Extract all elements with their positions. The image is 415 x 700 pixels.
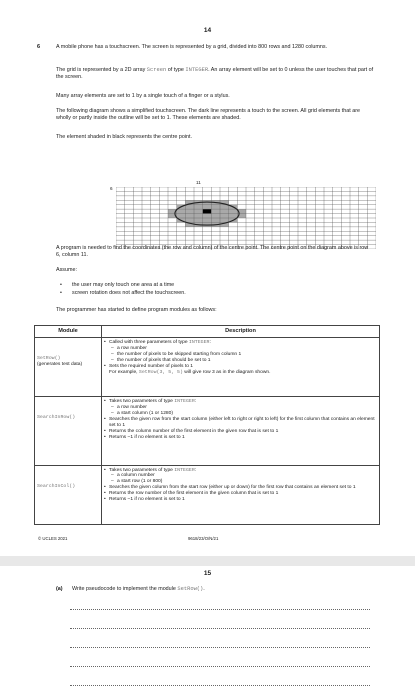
- shaded-cell: [194, 209, 203, 213]
- dash-icon: –: [111, 357, 114, 363]
- bullet-icon: •: [104, 497, 106, 503]
- part-label: (a): [56, 586, 63, 592]
- module-table: [34, 325, 380, 525]
- dash-icon: –: [111, 411, 114, 417]
- table-row: [35, 465, 380, 524]
- assumption-1: the user may only touch one area at a time: [72, 282, 175, 288]
- description-cell: [102, 397, 380, 465]
- touchscreen-diagram: [116, 187, 376, 254]
- shaded-cell: [229, 214, 238, 218]
- program-requirement: A program is needed to find the coordinates (the row and column) of the centre point. The centre point on the diagram above is row 6, column 11.: [56, 245, 369, 258]
- module-note: (generates test data): [37, 361, 83, 367]
- page-separator: [0, 556, 415, 566]
- answer-line[interactable]: [70, 609, 370, 610]
- bullet-icon: •: [104, 399, 106, 405]
- module-cell: [35, 338, 102, 397]
- description-cell: [102, 465, 380, 524]
- answer-line[interactable]: [70, 666, 370, 667]
- shaded-cell: [220, 209, 229, 213]
- shaded-cell: [203, 218, 212, 222]
- diagram-description: The following diagram shows a simplified touchscreen. The dark line represents a touch to the screen. All grid elements that are wholly or partly inside the outline will be set to 1. These elements are shaded.: [56, 108, 361, 121]
- part-question: Write pseudocode to implement the module SetRow().: [72, 586, 205, 592]
- description-line: • Called with three parameters of type INTEGER:: [104, 340, 211, 345]
- array-description: The grid is represented by a 2D array Screen of type INTEGER. An array element will be set to 0 unless the user touches that part of the screen.: [56, 67, 374, 80]
- table-row: [35, 338, 380, 397]
- code-screen: Screen: [146, 67, 167, 73]
- bullet-icon: •: [104, 485, 106, 491]
- shaded-cell: [194, 205, 203, 209]
- module-cell: [35, 397, 102, 465]
- shaded-cell: [203, 214, 212, 218]
- touchscreen-grid: [116, 187, 376, 249]
- dash-icon: –: [111, 345, 114, 351]
- answer-line[interactable]: [70, 647, 370, 648]
- bullet-icon: •: [60, 290, 62, 296]
- description-line: – the number of pixels to be skipped starting from column 1: [111, 351, 242, 357]
- module-cell: [35, 465, 102, 524]
- modules-intro: The programmer has started to define program modules as follows:: [56, 307, 217, 313]
- shaded-cell: [211, 218, 220, 222]
- diagram-column-label: 11: [196, 180, 201, 185]
- shaded-cell: [185, 209, 194, 213]
- bullet-icon: •: [104, 467, 106, 473]
- shaded-cell: [220, 214, 229, 218]
- description-line: • Returns the column number of the first element in the given row that is set to 1: [104, 428, 279, 434]
- dash-icon: –: [111, 473, 114, 479]
- dash-icon: –: [111, 351, 114, 357]
- answer-line[interactable]: [70, 685, 370, 686]
- answer-line[interactable]: [70, 628, 370, 629]
- shaded-cell: [185, 218, 194, 222]
- shaded-cell: [177, 214, 186, 218]
- shaded-cell: [203, 205, 212, 209]
- inline-code: INTEGER: [188, 340, 210, 345]
- centre-cell: [203, 209, 212, 213]
- touch-description: Many array elements are set to 1 by a single touch of a finger or a stylus.: [56, 93, 230, 99]
- table-header-row: [35, 326, 380, 338]
- shaded-cell: [211, 214, 220, 218]
- shaded-cell: [177, 209, 186, 213]
- description-line: • Searches the given row from the start column (either left to right or right to left) for the first column that contains an element set to 1: [104, 417, 375, 429]
- code-integer: INTEGER: [185, 67, 209, 73]
- description-cell: [102, 338, 380, 397]
- bullet-icon: •: [104, 340, 106, 345]
- inline-code: INTEGER: [174, 399, 195, 405]
- bullet-icon: •: [60, 282, 62, 288]
- header-description: Description: [102, 326, 380, 338]
- inline-code: SetRow(3, 5, 5): [138, 369, 183, 375]
- description-line: – a row number: [111, 405, 147, 411]
- dash-icon: –: [111, 479, 114, 485]
- bullet-icon: •: [104, 434, 106, 440]
- shaded-cell: [229, 209, 238, 213]
- exam-page-15: [0, 566, 415, 700]
- description-line: • Returns the row number of the first element in the given column that is set to 1: [104, 491, 279, 497]
- shaded-cell: [211, 209, 220, 213]
- footer-copyright: © UCLES 2021: [38, 536, 68, 541]
- diagram-row-label: 6: [110, 186, 113, 191]
- table-row: [35, 397, 380, 465]
- header-module: Module: [35, 326, 102, 338]
- bullet-icon: •: [104, 491, 106, 497]
- code-setrow: SetRow(): [177, 586, 204, 592]
- assume-label: Assume:: [56, 267, 77, 273]
- footer-paper-code: 9618/23/O/N/21: [188, 536, 219, 541]
- module-name: SetRow(): [37, 356, 61, 361]
- description-line: – a row number: [111, 345, 147, 351]
- description-line: • Returns −1 if no element is set to 1: [104, 434, 185, 440]
- question-intro: A mobile phone has a touchscreen. The screen is represented by a grid, divided into 800 rows and 1280 columns.: [56, 44, 328, 50]
- shaded-cell: [194, 218, 203, 222]
- shaded-cell: [211, 205, 220, 209]
- module-name: SearchInRow(): [37, 415, 76, 421]
- description-line: • Takes two parameters of type INTEGER:: [104, 467, 197, 473]
- description-line: – the number of pixels that should be set to 1: [111, 357, 211, 363]
- shaded-cell: [185, 205, 194, 209]
- description-line: • Returns −1 if no element is set to 1: [104, 497, 185, 503]
- page-number: 15: [203, 570, 212, 577]
- shaded-cell: [194, 214, 203, 218]
- description-line: – a column number: [111, 473, 155, 479]
- shaded-cell: [220, 205, 229, 209]
- shaded-cell: [185, 214, 194, 218]
- bullet-icon: •: [104, 417, 106, 423]
- description-line: • Takes two parameters of type INTEGER:: [104, 399, 197, 405]
- inline-code: INTEGER: [174, 467, 195, 473]
- page-number: 14: [203, 27, 212, 34]
- description-line: For example, SetRow(3, 5, 5) will give row 3 as in the diagram shown.: [109, 369, 271, 375]
- dash-icon: –: [111, 405, 114, 411]
- description-line: • Sets the required number of pixels to 1: [104, 363, 194, 369]
- assumption-2: screen rotation does not affect the touchscreen.: [72, 290, 186, 296]
- bullet-icon: •: [104, 363, 106, 369]
- question-number: 6: [37, 44, 41, 50]
- centre-description: The element shaded in black represents the centre point.: [56, 134, 193, 140]
- bullet-icon: •: [104, 428, 106, 434]
- module-name: SearchInCol(): [37, 483, 76, 489]
- description-line: – a start column (1 or 1280): [111, 411, 173, 417]
- shaded-cell: [220, 218, 229, 222]
- description-line: • Searches the given column from the start row (either up or down) for the first row that contains an element set to 1: [104, 485, 356, 491]
- description-line: – a start row (1 or 800): [111, 479, 163, 485]
